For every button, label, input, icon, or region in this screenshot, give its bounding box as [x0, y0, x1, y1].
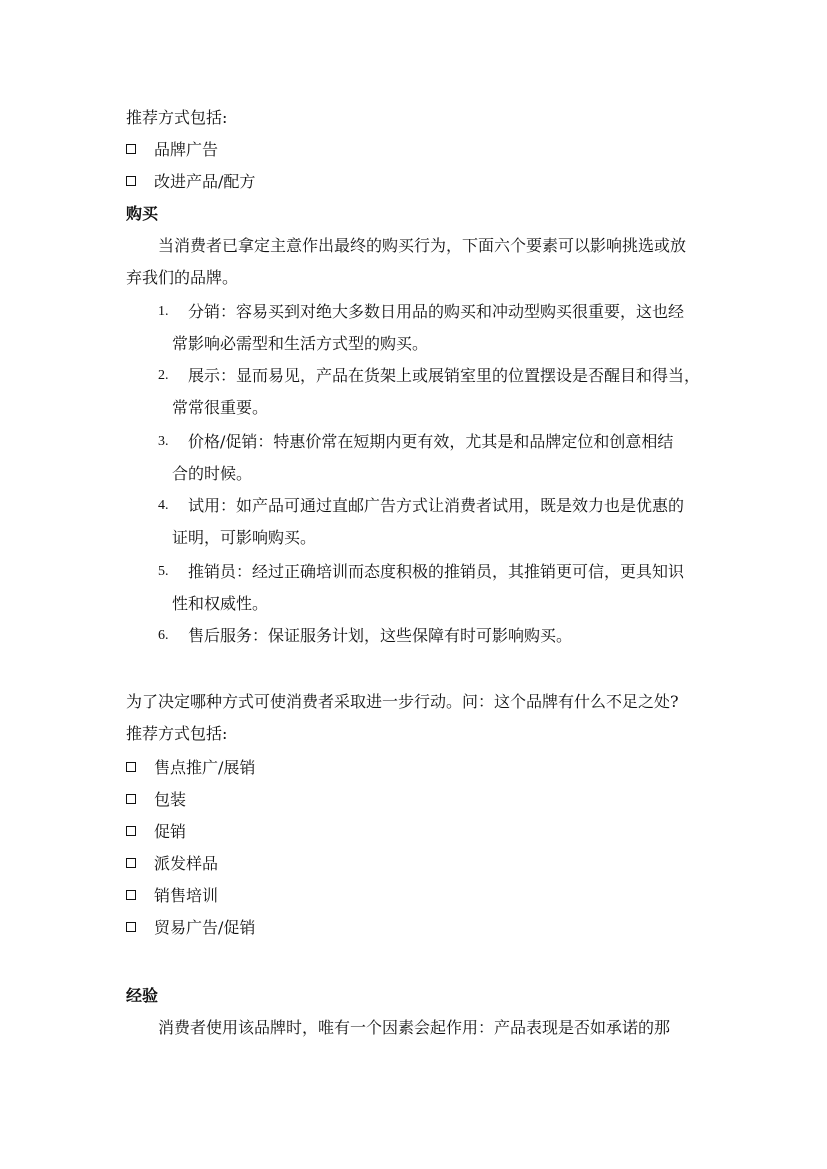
list-number: 1.	[158, 304, 169, 319]
checkbox-square-icon	[126, 890, 136, 900]
list-item: 包装	[126, 790, 186, 810]
list-item: 售点推广/展销	[126, 758, 255, 778]
list-item-text: 分销：容易买到对绝大多数日用品的购买和冲动型购买很重要，这也经	[188, 302, 685, 321]
list-item: 品牌广告	[126, 140, 218, 160]
list-item-text: 售后服务：保证服务计划，这些保障有时可影响购买。	[188, 626, 573, 645]
list-item-text: 价格/促销：特惠价常在短期内更有效，尤其是和品牌定位和创意相结	[188, 432, 674, 451]
list-item-text: 合的时候。	[172, 464, 253, 483]
experience-paragraph-line: 消费者使用该品牌时，唯有一个因素会起作用：产品表现是否如承诺的那	[158, 1018, 671, 1037]
section-heading-purchase: 购买	[126, 204, 159, 223]
checkbox-square-icon	[126, 176, 136, 186]
list-number: 6.	[158, 628, 169, 643]
list-number: 5.	[158, 564, 169, 579]
section-heading-experience: 经验	[126, 986, 159, 1005]
list-item-text: 证明，可影响购买。	[172, 528, 317, 547]
list-item: 派发样品	[126, 854, 218, 874]
checkbox-square-icon	[126, 762, 136, 772]
checkbox-square-icon	[126, 922, 136, 932]
list-number: 4.	[158, 498, 169, 513]
list-item: 销售培训	[126, 886, 218, 906]
checkbox-square-icon	[126, 858, 136, 868]
list-item-text: 常影响必需型和生活方式型的购买。	[172, 334, 429, 353]
question-paragraph: 为了决定哪种方式可使消费者采取进一步行动。问：这个品牌有什么不足之处?	[126, 692, 679, 711]
list-number: 2.	[158, 368, 169, 383]
recommend-intro-1: 推荐方式包括:	[126, 108, 228, 127]
list-item: 促销	[126, 822, 186, 842]
list-number: 3.	[158, 434, 169, 449]
list-item-text: 常常很重要。	[172, 398, 269, 417]
checkbox-square-icon	[126, 826, 136, 836]
list-item-text: 推销员：经过正确培训而态度积极的推销员，其推销更可信，更具知识	[188, 562, 685, 581]
list-item-text: 试用：如产品可通过直邮广告方式让消费者试用，既是效力也是优惠的	[188, 496, 685, 515]
list-item: 贸易广告/促销	[126, 918, 255, 938]
checkbox-square-icon	[126, 794, 136, 804]
list-item-text: 展示：显而易见，产品在货架上或展销室里的位置摆设是否醒目和得当，	[188, 366, 701, 385]
checkbox-square-icon	[126, 144, 136, 154]
recommend-intro-2: 推荐方式包括:	[126, 724, 228, 743]
purchase-paragraph-line: 当消费者已拿定主意作出最终的购买行为，下面六个要素可以影响挑选或放	[158, 236, 687, 255]
purchase-paragraph-line: 弃我们的品牌。	[126, 268, 239, 287]
list-item: 改进产品/配方	[126, 172, 255, 192]
list-item-text: 性和权威性。	[172, 594, 269, 613]
